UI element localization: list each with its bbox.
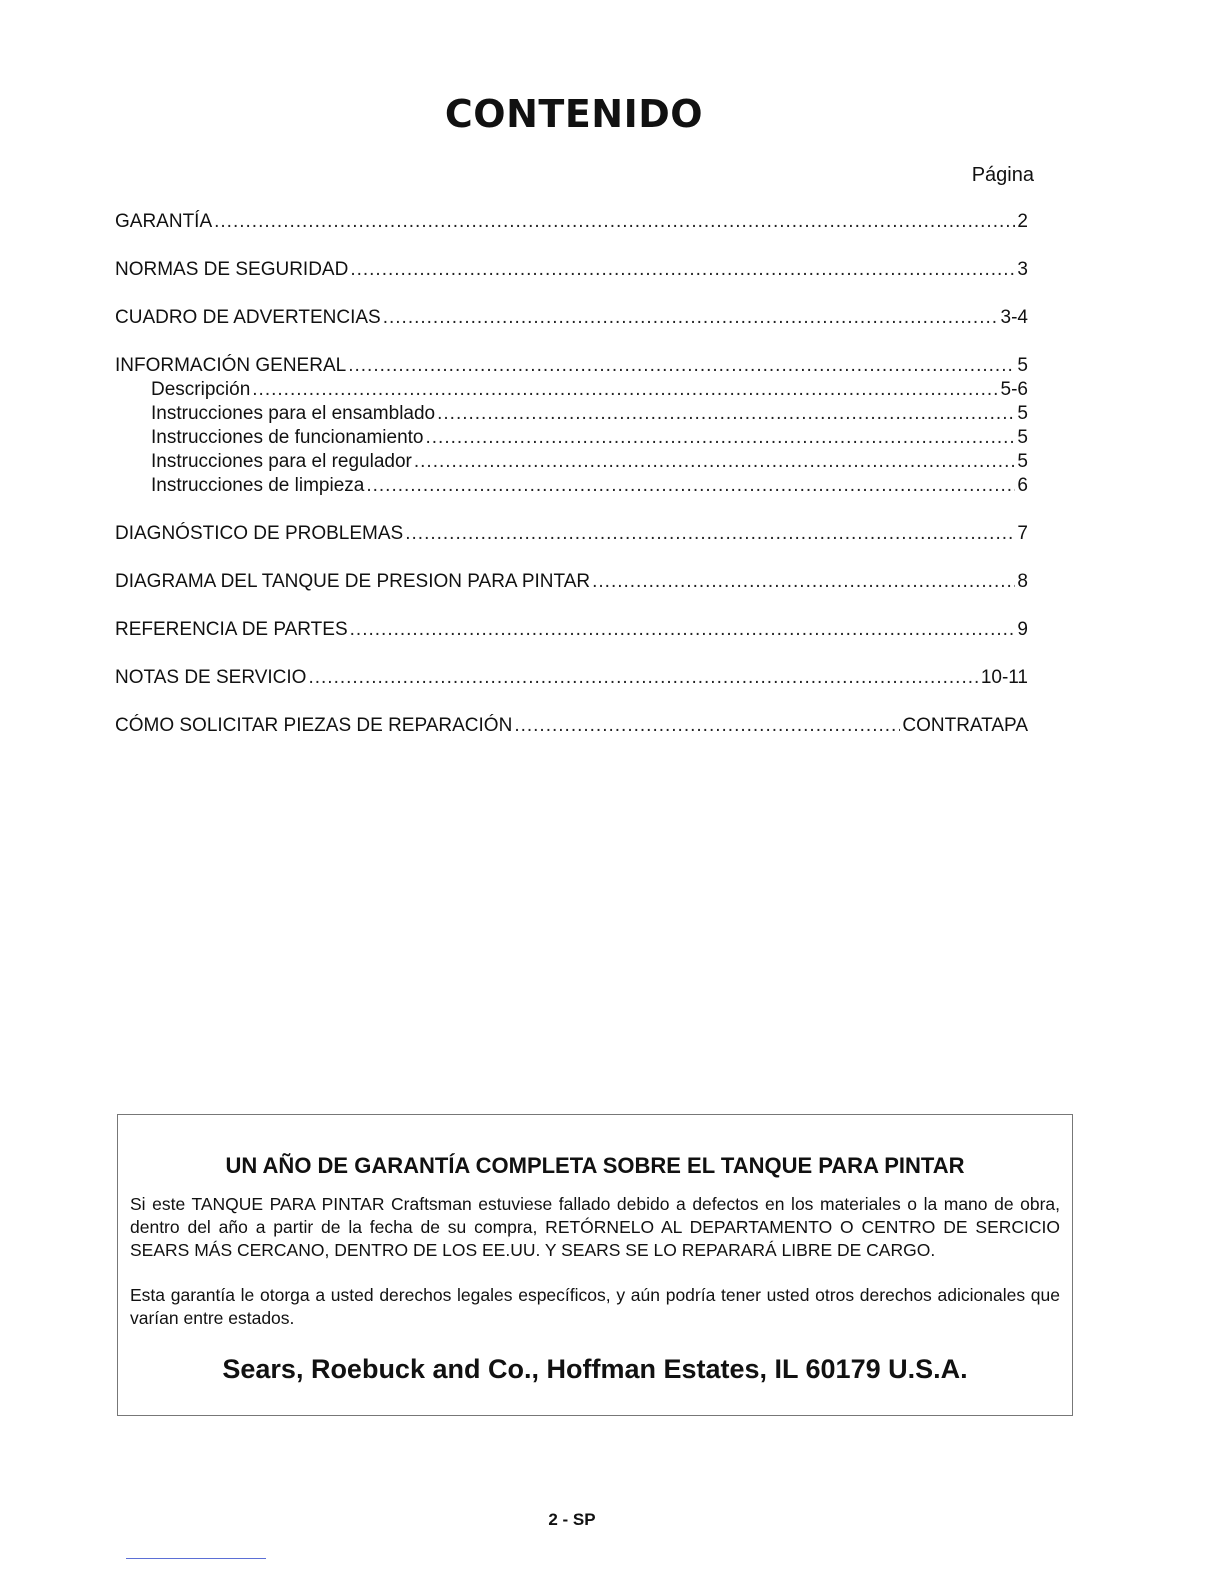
toc-entry — [115, 402, 1028, 426]
toc-entry-page: CONTRATAPA — [902, 715, 1028, 736]
toc-entry-label: GARANTÍA — [115, 211, 213, 232]
toc-entry-page: 5 — [1017, 355, 1028, 376]
toc-leader-dots — [252, 378, 998, 402]
toc-entry — [115, 522, 1028, 546]
toc-entry — [115, 666, 1028, 690]
toc-entry-label: DIAGNÓSTICO DE PROBLEMAS — [115, 523, 404, 544]
toc-leader-dots — [437, 402, 1015, 426]
toc-entry-page: 6 — [1017, 475, 1028, 496]
toc-entry — [115, 474, 1028, 498]
toc-entry — [115, 210, 1028, 234]
page-title: CONTENIDO — [444, 92, 704, 136]
toc-entry — [115, 426, 1028, 450]
toc-entry-page: 5-6 — [1000, 379, 1028, 400]
toc-leader-dots — [592, 570, 1015, 594]
warranty-box — [117, 1114, 1073, 1416]
toc-entry — [115, 450, 1028, 474]
toc-entry — [115, 378, 1028, 402]
toc-entry-label: Instrucciones de funcionamiento — [151, 427, 424, 448]
toc-entry-page: 5 — [1017, 403, 1028, 424]
toc-leader-dots — [308, 666, 978, 690]
toc-entry-page: 9 — [1017, 619, 1028, 640]
toc-entry — [115, 618, 1028, 642]
table-of-contents — [115, 210, 1028, 738]
toc-leader-dots — [514, 714, 900, 738]
toc-entry-label: INFORMACIÓN GENERAL — [115, 355, 347, 376]
toc-entry-page: 5 — [1017, 451, 1028, 472]
toc-entry-page: 2 — [1017, 211, 1028, 232]
toc-leader-dots — [214, 210, 1015, 234]
toc-leader-dots — [350, 258, 1015, 282]
toc-entry-page: 8 — [1017, 571, 1028, 592]
toc-entry — [115, 258, 1028, 282]
toc-entry-label: NORMAS DE SEGURIDAD — [115, 259, 349, 280]
toc-leader-dots — [350, 618, 1016, 642]
toc-leader-dots — [383, 306, 999, 330]
toc-entry-page: 3 — [1017, 259, 1028, 280]
warranty-paragraph-2: Esta garantía le otorga a usted derechos legales específicos, y aún podría tener usted otros derechos adicionales que varían entre estados. — [130, 1285, 1060, 1328]
toc-entry — [115, 354, 1028, 378]
toc-entry-page: 7 — [1017, 523, 1028, 544]
toc-entry-label: Descripción — [151, 379, 251, 400]
toc-leader-dots — [366, 474, 1015, 498]
toc-entry — [115, 306, 1028, 330]
toc-leader-dots — [348, 354, 1015, 378]
toc-entry — [115, 714, 1028, 738]
page-number-footer: 2 - SP — [548, 1510, 596, 1529]
warranty-paragraph-1: Si este TANQUE PARA PINTAR Craftsman estuviese fallado debido a defectos en los materiales o la mano de obra, dentro del año a partir de la fecha de su compra, RETÓRNELO AL DEPARTAMENTO O CENTRO DE SERCICIO SEARS MÁS CERCANO, DENTRO DE LOS EE.UU. Y SEARS SE LO REPARARÁ LIBRE DE CARGO. — [130, 1194, 1060, 1260]
warranty-address: Sears, Roebuck and Co., Hoffman Estates, IL 60179 U.S.A. — [222, 1354, 968, 1384]
toc-entry-label: Instrucciones de limpieza — [151, 475, 365, 496]
link-underline — [126, 1558, 266, 1559]
toc-leader-dots — [426, 426, 1016, 450]
toc-entry-page: 3-4 — [1000, 307, 1028, 328]
page-column-header: Página — [971, 164, 1034, 186]
toc-leader-dots — [414, 450, 1016, 474]
toc-entry-page: 10-11 — [980, 667, 1028, 688]
toc-entry-label: Instrucciones para el ensamblado — [151, 403, 436, 424]
toc-leader-dots — [405, 522, 1015, 546]
toc-entry-label: CUADRO DE ADVERTENCIAS — [115, 307, 381, 328]
toc-entry-label: Instrucciones para el regulador — [151, 451, 412, 472]
toc-entry — [115, 570, 1028, 594]
toc-entry-page: 5 — [1017, 427, 1028, 448]
toc-entry-label: DIAGRAMA DEL TANQUE DE PRESION PARA PINTAR — [115, 571, 591, 592]
toc-entry-label: CÓMO SOLICITAR PIEZAS DE REPARACIÓN — [115, 715, 513, 736]
toc-entry-label: REFERENCIA DE PARTES — [115, 619, 348, 640]
toc-entry-label: NOTAS DE SERVICIO — [115, 667, 307, 688]
warranty-heading: UN AÑO DE GARANTÍA COMPLETA SOBRE EL TANQUE PARA PINTAR — [225, 1153, 965, 1178]
